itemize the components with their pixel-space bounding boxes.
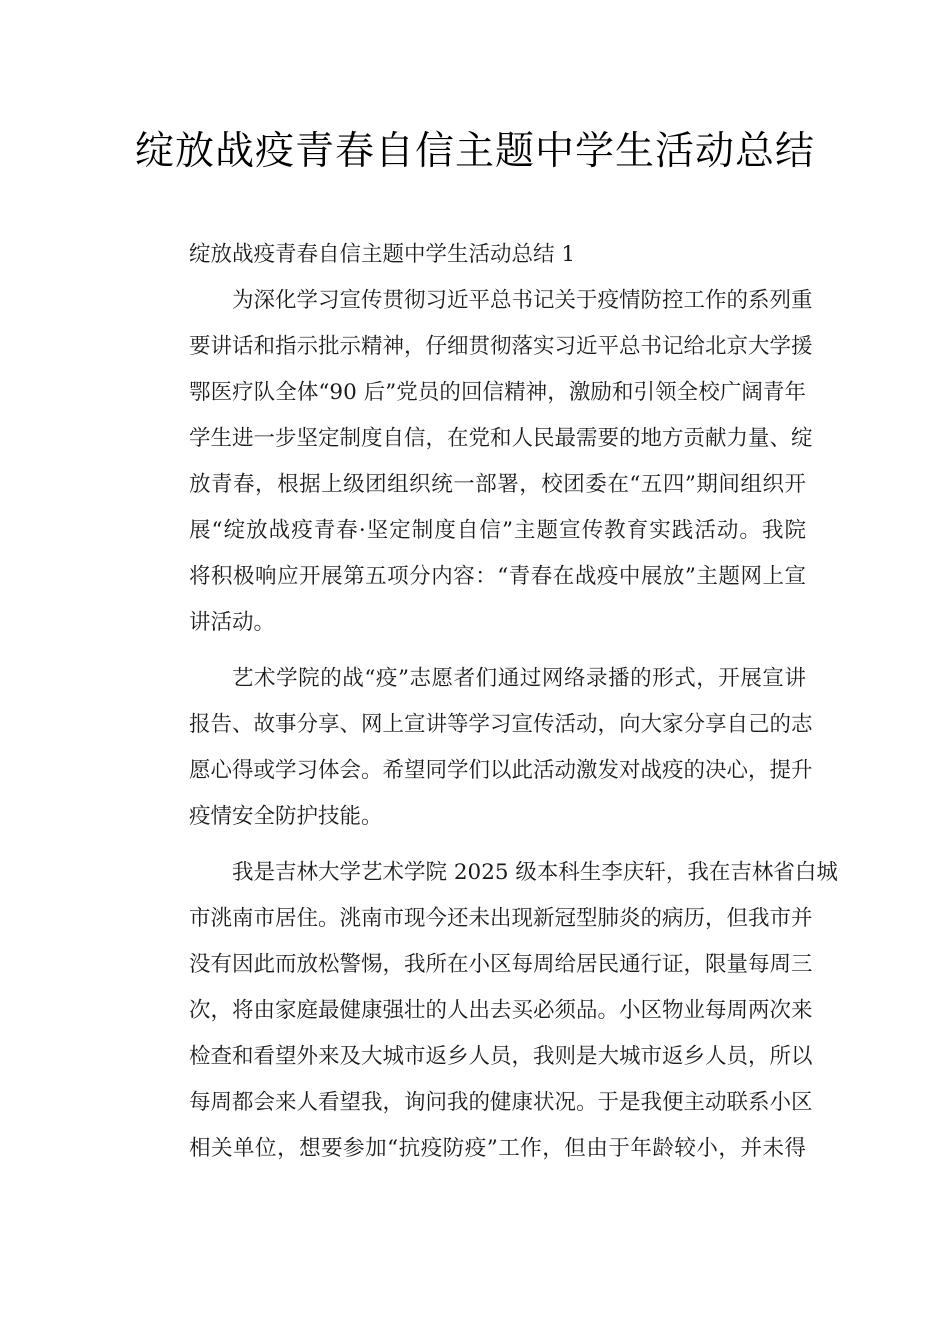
paragraph-line: 将积极响应开展第五项分内容：“青春在战疫中展放”主题网上宣	[189, 564, 806, 589]
paragraph-line: 为深化学习宣传贯彻习近平总书记关于疫情防控工作的系列重	[232, 288, 813, 313]
document-title: 绽放战疫青春自信主题中学生活动总结	[134, 129, 815, 174]
paragraph-line: 每周都会来人看望我，询问我的健康状况。于是我便主动联系小区	[189, 1090, 813, 1115]
paragraph-3	[146, 850, 838, 1172]
paragraph-line: 要讲话和指示批示精神，仔细贯彻落实习近平总书记给北京大学援	[189, 334, 813, 359]
paragraph-line: 报告、故事分享、网上宣讲等学习宣传活动，向大家分享自己的志	[189, 712, 813, 737]
paragraph-line: 检查和看望外来及大城市返乡人员，我则是大城市返乡人员，所以	[189, 1044, 813, 1069]
paragraph-line: 放青春，根据上级团组织统一部署，校团委在“五四”期间组织开	[189, 472, 806, 497]
paragraph-line: 疫情安全防护技能。	[189, 804, 383, 829]
paragraph-line: 愿心得或学习体会。希望同学们以此活动激发对战疫的决心，提升	[189, 758, 813, 783]
paragraph-line: 展“绽放战疫青春·坚定制度自信”主题宣传教育实践活动。我院	[189, 518, 806, 543]
paragraph-line: 相关单位，想要参加“抗疫防疫”工作，但由于年龄较小，并未得	[189, 1136, 806, 1161]
paragraph-line: 艺术学院的战“疫”志愿者们通过网络录播的形式，开展宣讲	[232, 666, 806, 691]
paragraph-1	[146, 278, 813, 646]
paragraph-line: 我是吉林大学艺术学院 2025 级本科生李庆轩，我在吉林省白城	[232, 860, 838, 885]
paragraph-line: 讲活动。	[189, 610, 276, 635]
document-body	[146, 232, 838, 1172]
paragraph-line: 学生进一步坚定制度自信，在党和人民最需要的地方贡献力量、绽	[189, 426, 813, 451]
paragraph-line: 没有因此而放松警惕，我所在小区每周给居民通行证，限量每周三	[189, 952, 813, 977]
section-subtitle: 绽放战疫青春自信主题中学生活动总结 1	[189, 242, 576, 267]
paragraph-line: 次，将由家庭最健康强壮的人出去买必须品。小区物业每周两次来	[189, 998, 813, 1023]
paragraph-2	[146, 656, 813, 840]
paragraph-line: 鄂医疗队全体“90 后”党员的回信精神，激励和引领全校广阔青年	[189, 380, 806, 405]
paragraph-line: 市洮南市居住。洮南市现今还未出现新冠型肺炎的病历，但我市并	[189, 906, 813, 931]
